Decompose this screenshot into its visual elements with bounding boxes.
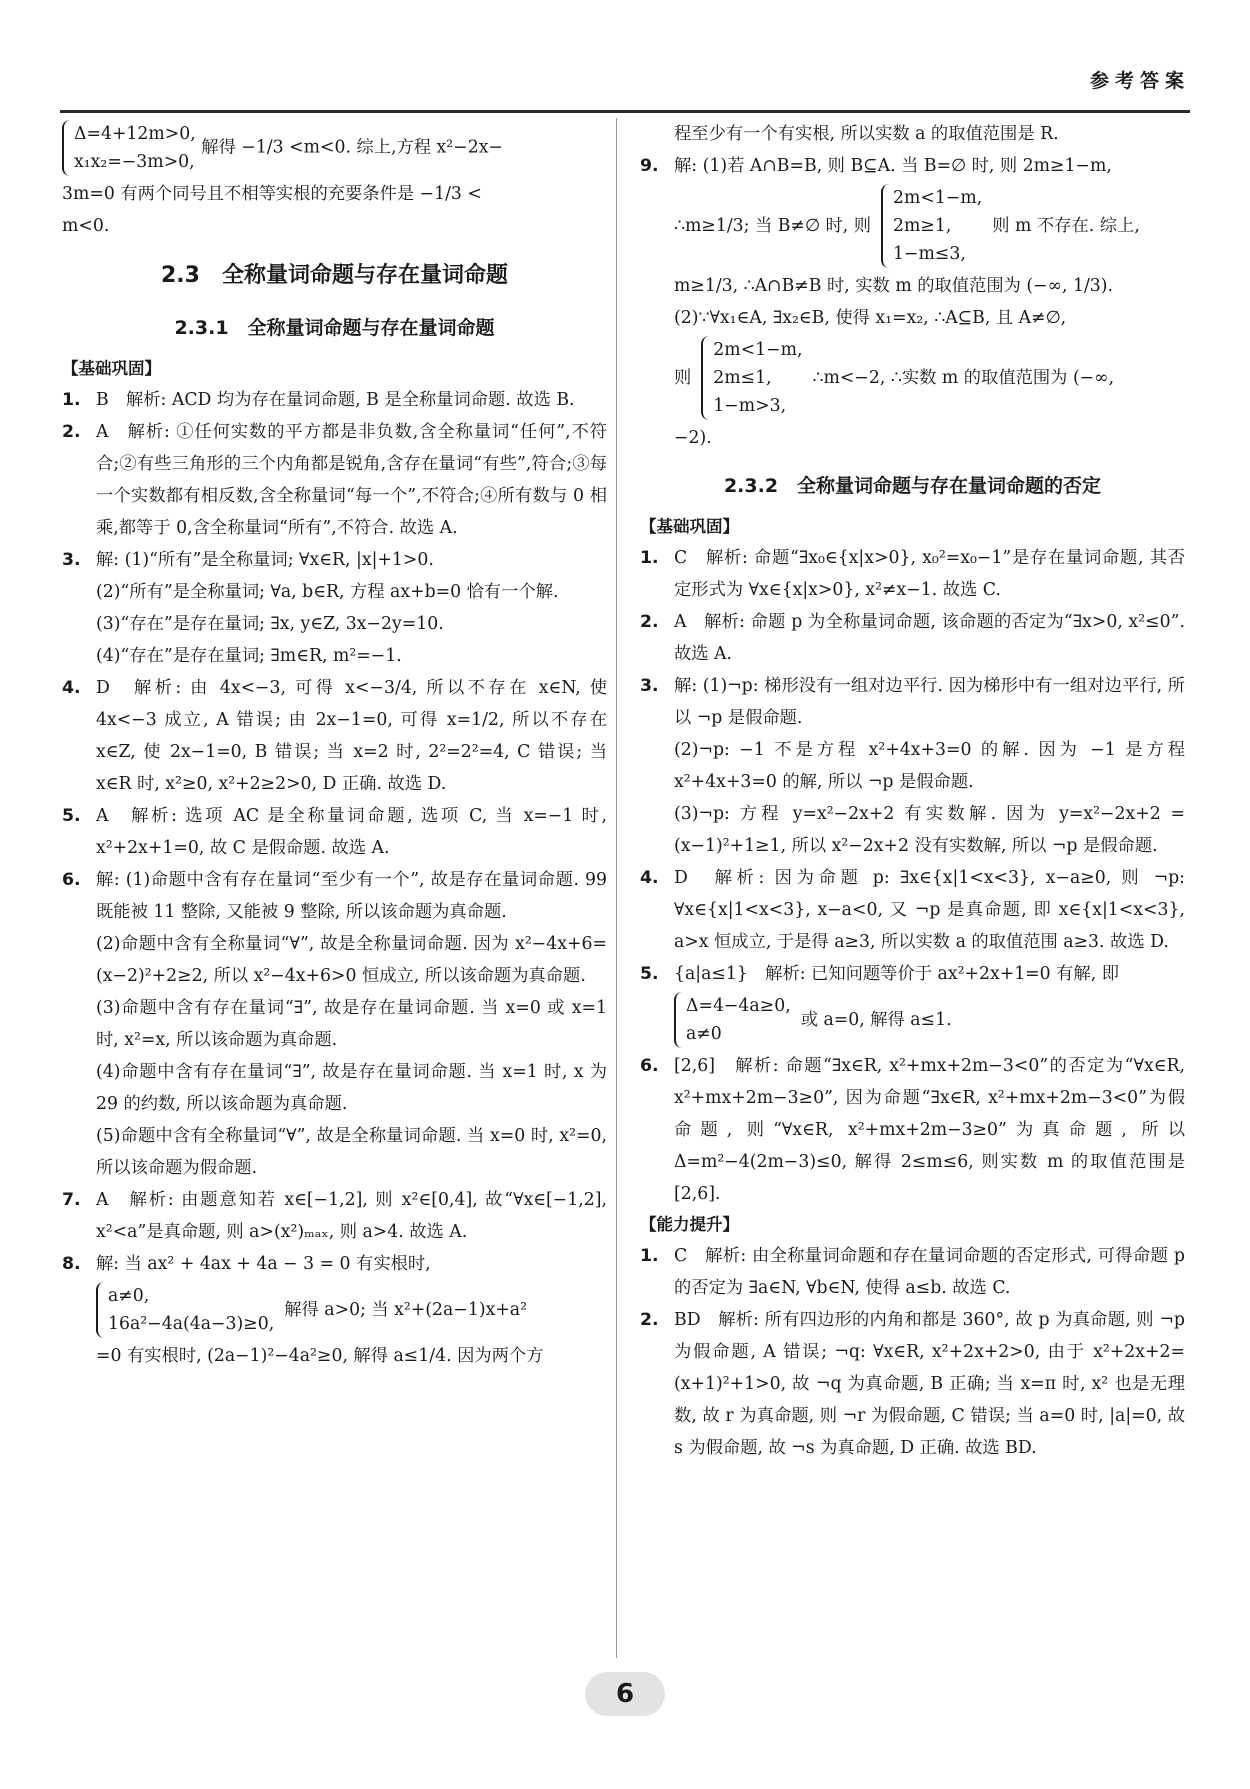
answer-item [640, 1050, 1185, 1210]
intro-line-1 [62, 118, 607, 178]
item-number: 5. [640, 964, 659, 984]
item-text: C 解析: 由全称量词命题和存在量词命题的否定形式, 可得命题 p 的否定为 ∃a∈N, ∀b∈N, 使得 a≤b. 故选 C. [674, 1246, 1185, 1298]
header-title: 参考答案 [1089, 70, 1190, 92]
item-8-brace [96, 1282, 274, 1338]
item-number: 2. [640, 1310, 659, 1330]
item-8-after-brace: 解得 a>0; 当 x²+(2a−1)x+a² [284, 1300, 528, 1320]
item-text: (4)“存在”是存在量词; ∃m∈R, m²=−1. [96, 646, 402, 666]
right-item-list-2 [640, 1050, 1185, 1210]
answer-item [640, 862, 1185, 958]
intro-brace-row-1: Δ=4+12m>0, [74, 124, 196, 144]
answer-item [62, 672, 607, 800]
item-text: A 解析: 选项 AC 是全称量词命题, 选项 C, 当 x=−1 时, x²+2x+1=0, 故 C 是假命题. 故选 A. [96, 806, 607, 858]
item-text: (2)“所有”是全称量词; ∀a, b∈R, 方程 ax+b=0 恰有一个解. [96, 582, 559, 602]
item-text: 解: (1)命题中含有存在量词“至少有一个”, 故是存在量词命题. 99 既能被 11 整除, 又能被 9 整除, 所以该命题为真命题. [96, 870, 607, 922]
item-9-line-6: −2). [674, 428, 712, 448]
item-5-brace [674, 992, 791, 1048]
intro-text-1: 解得 −1/3 <m<0. 综上,方程 x²−2x− [201, 137, 503, 158]
item-9-brace-1-row-2: 2m≥1, [893, 216, 952, 236]
subheader-jichu-2: 【基础巩固】 [640, 517, 739, 536]
item-number: 1. [640, 548, 659, 568]
item-5 [640, 958, 1185, 1050]
item-number: 3. [640, 676, 659, 696]
answer-item [62, 544, 607, 672]
item-9-brace-2-row-3: 1−m>3, [713, 396, 787, 416]
item-text: 解: (1)¬p: 梯形没有一组对边平行. 因为梯形中有一组对边平行, 所以 ¬p 是假命题. [674, 676, 1185, 728]
page-number: 6 [585, 1672, 665, 1716]
item-number: 6. [640, 1056, 659, 1076]
item-text: B 解析: ACD 均为存在量词命题, B 是全称量词命题. 故选 B. [96, 390, 575, 410]
item-text: C 解析: 命题“∃x₀∈{x|x>0}, x₀²=x₀−1”是存在量词命题, 其否定形式为 ∀x∈{x|x>0}, x²≠x−1. 故选 C. [674, 548, 1185, 600]
item-5-brace-row-1: Δ=4−4a≥0, [686, 996, 791, 1016]
answer-item [62, 800, 607, 864]
item-9-brace-2-row-2: 2m≤1, [713, 368, 772, 388]
item-text: (3)“存在”是存在量词; ∃x, y∈Z, 3x−2y=10. [96, 614, 444, 634]
item-9-brace-2 [701, 336, 802, 420]
intro-line-2: 3m=0 有两个同号且不相等实根的充要条件是 −1/3 < [62, 184, 482, 204]
item-9-post-brace: 则 m 不存在. 综上, [992, 216, 1140, 236]
section-title-2-3-2: 2.3.2 全称量词命题与存在量词命题的否定 [723, 475, 1102, 497]
item-9 [640, 150, 1185, 454]
right-item-list [640, 542, 1185, 958]
item-text: BD 解析: 所有四边形的内角和都是 360°, 故 p 为真命题, 则 ¬p 为假命题, A 错误; ¬q: ∀x∈R, x²+2x+2>0, 由于 x²+2x+2=(x+1)²+1>0, 故 ¬q 为真命题, B 正确; 当 x=π 时, x² 也是无理数, 故 r 为真命题, 则 ¬r 为假命题, C 错误; 当 a=0 时, |a|=0, 故 s 为假命题, 故 ¬s 为真命题, D 正确. 故选 BD. [674, 1310, 1185, 1458]
item-number: 6. [62, 870, 81, 890]
answer-item [640, 542, 1185, 606]
left-column [62, 118, 607, 1658]
right-column [640, 118, 1185, 1658]
item-number: 1. [640, 1246, 659, 1266]
item-text: A 解析: ①任何实数的平方都是非负数,含全称量词“任何”,不符合;②有些三角形的三个内角都是锐角,含存在量词“有些”,符合;③每一个实数都有相反数,含全称量词“每一个”,不符合;④所有数与 0 相乘,都等于 0,含全称量词“所有”,不符合. 故选 A. [96, 422, 607, 538]
item-number: 2. [62, 422, 81, 442]
item-number: 3. [62, 550, 81, 570]
answer-item [62, 864, 607, 1184]
item-9-line-4: (2)∵∀x₁∈A, ∃x₂∈B, 使得 x₁=x₂, ∴A⊆B, 且 A≠∅, [674, 308, 1067, 328]
item-number: 2. [640, 612, 659, 632]
subheader-nengli: 【能力提升】 [640, 1215, 739, 1234]
item-9-brace-1-row-3: 1−m≤3, [893, 244, 966, 264]
item-8-line-3: =0 有实根时, (2a−1)²−4a²≥0, 解得 a≤1/4. 因为两个方 [96, 1346, 544, 1366]
item-8 [62, 1248, 607, 1372]
answer-item [62, 384, 607, 416]
item-9-pre-brace-2: 则 [674, 368, 692, 388]
answer-item [62, 416, 607, 544]
item-text: (2)命题中含有全称量词“∀”, 故是全称量词命题. 因为 x²−4x+6=(x−2)²+2≥2, 所以 x²−4x+6>0 恒成立, 所以该命题为真命题. [96, 934, 607, 986]
item-5-line-1: {a|a≤1} 解析: 已知问题等价于 ax²+2x+1=0 有解, 即 [674, 964, 1119, 984]
left-item-list [62, 384, 607, 1248]
intro-line-3: m<0. [62, 216, 110, 236]
item-number: 1. [62, 390, 81, 410]
item-9-brace-2-row-1: 2m<1−m, [713, 340, 803, 360]
item-text: (3)命题中含有存在量词“∃”, 故是存在量词命题. 当 x=0 或 x=1 时, x²=x, 所以该命题为真命题. [96, 998, 607, 1050]
answer-item [640, 1240, 1185, 1304]
item-text: A 解析: 命题 p 为全称量词命题, 该命题的否定为“∃x>0, x²≤0”. 故选 A. [674, 612, 1185, 664]
item-number: 5. [62, 806, 81, 826]
item-8-line-1: 解: 当 ax² + 4ax + 4a − 3 = 0 有实根时, [96, 1254, 431, 1274]
item-8-brace-row-2: 16a²−4a(4a−3)≥0, [108, 1314, 275, 1334]
item-text: (5)命题中含有全称量词“∀”, 故是全称量词命题. 当 x=0 时, x²=0, 所以该命题为假命题. [96, 1126, 607, 1178]
item-9-brace-1-row-1: 2m<1−m, [893, 188, 983, 208]
item-8-brace-row-1: a≠0, [108, 1286, 150, 1306]
subheader-jichu: 【基础巩固】 [62, 359, 161, 378]
item-9-post-brace-2: ∴m<−2, ∴实数 m 的取值范围为 (−∞, [812, 368, 1115, 388]
right-item-list-3 [640, 1240, 1185, 1464]
column-divider [616, 118, 617, 1658]
item-text: (2)¬p: −1 不是方程 x²+4x+3=0 的解. 因为 −1 是方程 x²+4x+3=0 的解, 所以 ¬p 是假命题. [674, 740, 1185, 792]
intro-brace [62, 120, 196, 176]
item-text: 解: (1)“所有”是全称量词; ∀x∈R, |x|+1>0. [96, 550, 434, 570]
item-number: 9. [640, 156, 659, 176]
item-text: D 解析: 由 4x<−3, 可得 x<−3/4, 所以不存在 x∈N, 使 4x<−3 成立, A 错误; 由 2x−1=0, 可得 x=1/2, 所以不存在 x∈Z, 使 2x−1=0, B 错误; 当 x=2 时, 2²=2²=4, C 错误; 当 x∈R 时, x²≥0, x²+2≥2>0, D 正确. 故选 D. [96, 678, 607, 794]
answer-item [62, 1184, 607, 1248]
item-9-line-1: 解: (1)若 A∩B=B, 则 B⊆A. 当 B=∅ 时, 则 2m≥1−m, [674, 156, 1112, 176]
item-9-line-3: m≥1/3, ∴A∩B≠B 时, 实数 m 的取值范围为 (−∞, 1/3). [674, 276, 1114, 296]
item-9-brace-1 [881, 184, 982, 268]
item-number: 7. [62, 1190, 81, 1210]
item-number: 4. [640, 868, 659, 888]
section-title-2-3-1: 2.3.1 全称量词命题与存在量词命题 [174, 317, 495, 339]
item-5-brace-row-2: a≠0 [686, 1024, 722, 1044]
page-header [60, 60, 1190, 113]
intro-brace-row-2: x₁x₂=−3m>0, [74, 152, 195, 172]
answer-item [640, 1304, 1185, 1464]
answer-item [640, 606, 1185, 670]
item-5-after-brace: 或 a=0, 解得 a≤1. [800, 1010, 952, 1030]
item-text: (3)¬p: 方程 y=x²−2x+2 有实数解. 因为 y=x²−2x+2 =(x−1)²+1≥1, 所以 x²−2x+2 没有实数解, 所以 ¬p 是假命题. [674, 804, 1185, 856]
answer-item [640, 670, 1185, 862]
item-text: D 解析: 因为命题 p: ∃x∈{x|1<x<3}, x−a≥0, 则 ¬p: ∀x∈{x|1<x<3}, x−a<0, 又 ¬p 是真命题, 即 x∈{x|1<x<3}, a>x 恒成立, 于是得 a≥3, 所以实数 a 的取值范围 a≥3. 故选 D. [674, 868, 1185, 952]
section-title-2-3: 2.3 全称量词命题与存在量词命题 [161, 263, 508, 288]
item-number: 4. [62, 678, 81, 698]
item-text: (4)命题中含有存在量词“∃”, 故是存在量词命题. 当 x=1 时, x 为 29 的约数, 所以该命题为真命题. [96, 1062, 607, 1114]
item-number: 8. [62, 1254, 81, 1274]
item-text: A 解析: 由题意知若 x∈[−1,2], 则 x²∈[0,4], 故“∀x∈[−1,2], x²<a”是真命题, 则 a>(x²)ₘₐₓ, 则 a>4. 故选 A. [96, 1190, 607, 1242]
item-9-pre-brace: ∴m≥1/3; 当 B≠∅ 时, 则 [674, 216, 872, 236]
continuation-line: 程至少有一个有实根, 所以实数 a 的取值范围是 R. [674, 124, 1059, 144]
item-text: [2,6] 解析: 命题“∃x∈R, x²+mx+2m−3<0”的否定为“∀x∈R, x²+mx+2m−3≥0”, 因为命题“∃x∈R, x²+mx+2m−3<0”为假命题, 则“∀x∈R, x²+mx+2m−3≥0”为真命题, 所以 Δ=m²−4(2m−3)≤0, 解得 2≤m≤6, 则实数 m 的取值范围是[2,6]. [674, 1056, 1185, 1204]
